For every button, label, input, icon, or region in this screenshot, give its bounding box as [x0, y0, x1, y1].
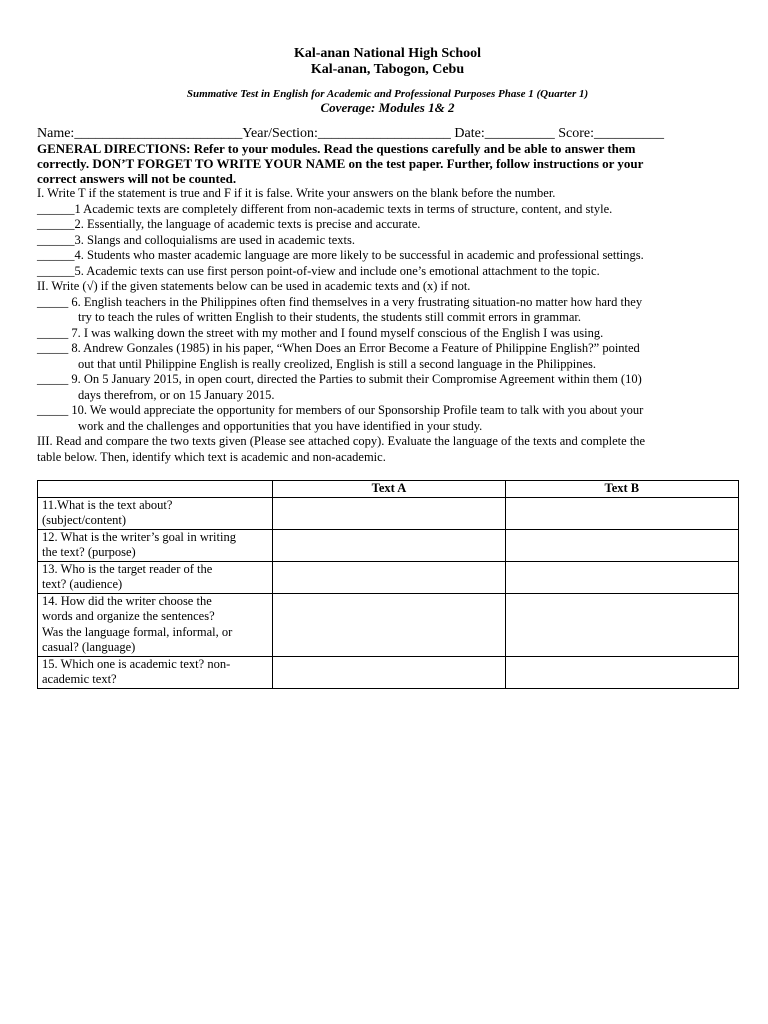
text-a-answer-cell[interactable] — [273, 561, 505, 593]
part2-item[interactable]: _____ 9. On 5 January 2015, in open court, directed the Parties to submit their Compromise Agreement within them (10) — [37, 372, 642, 386]
part2-item[interactable]: _____ 6. English teachers in the Philippines often find themselves in a very frustrating situation-no matter how hard they — [37, 294, 643, 309]
table-row — [38, 497, 739, 529]
text-a-answer-cell[interactable] — [273, 656, 505, 688]
table-row — [38, 593, 739, 656]
directions-line: correct answers will not be counted. — [37, 171, 237, 186]
part-3 — [37, 434, 738, 465]
part2-item[interactable]: _____ 10. We would appreciate the opportunity for members of our Sponsorship Profile team to talk with you about your — [37, 403, 644, 417]
part1-instruction: I. Write T if the statement is true and F if it is false. Write your answers on the blank before the number. — [37, 186, 556, 200]
question-cell — [38, 497, 273, 529]
general-directions — [37, 141, 738, 186]
table-row — [38, 529, 739, 561]
table-header-row — [38, 481, 739, 498]
question-line: text? (audience) — [42, 577, 123, 591]
text-b-answer-cell[interactable] — [505, 656, 738, 688]
text-a-answer-cell[interactable] — [273, 529, 505, 561]
question-cell — [38, 656, 273, 688]
part1-item[interactable]: ______5. Academic texts can use first person point-of-view and include one’s emotional attachment to the topic. — [37, 263, 600, 278]
question-cell — [38, 561, 273, 593]
part1-item[interactable]: ______4. Students who master academic language are more likely to be successful in academic and professional settings. — [37, 248, 644, 262]
comparison-table — [37, 480, 739, 689]
directions-line: GENERAL DIRECTIONS: Refer to your modules. Read the questions carefully and be able to answer them — [37, 141, 636, 156]
school-address: Kal-anan, Tabogon, Cebu — [310, 62, 465, 77]
part2-item[interactable]: _____ 8. Andrew Gonzales (1985) in his paper, “When Does an Error Become a Feature of Philippine English?” pointed — [37, 341, 640, 355]
question-line: Was the language formal, informal, or — [42, 624, 233, 639]
part2-item-cont: try to teach the rules of written English to their students, the students still commit errors in grammar. — [78, 310, 582, 324]
part1-item[interactable]: ______1 Academic texts are completely different from non-academic texts in terms of structure, content, and style. — [37, 201, 613, 216]
part2-item-cont: out that until Philippine English is really creolized, English is still a second language in the Philippines. — [78, 356, 596, 371]
question-line: 11.What is the text about? — [42, 497, 173, 512]
part2-item-cont: work and the challenges and opportunities that you have identified in your study. — [78, 418, 483, 433]
question-line: academic text? — [42, 672, 117, 686]
test-subtitle: Summative Test in English for Academic and Professional Purposes Phase 1 (Quarter 1) — [186, 88, 589, 100]
text-a-answer-cell[interactable] — [273, 593, 505, 656]
text-b-answer-cell[interactable] — [505, 497, 738, 529]
text-a-answer-cell[interactable] — [273, 497, 505, 529]
part2-item[interactable]: _____ 7. I was walking down the street with my mother and I found myself conscious of the English I was using. — [37, 325, 604, 340]
part3-instruction: table below. Then, identify which text is academic and non-academic. — [37, 449, 386, 464]
part1-item[interactable]: ______2. Essentially, the language of academic texts is precise and accurate. — [37, 217, 421, 231]
table-row — [38, 656, 739, 688]
question-line: 15. Which one is academic text? non- — [42, 656, 231, 671]
coverage: Coverage: Modules 1& 2 — [320, 100, 455, 115]
part-1 — [37, 186, 738, 279]
part2-instruction: II. Write (√) if the given statements below can be used in academic texts and (x) if not. — [37, 279, 471, 293]
part-2 — [37, 279, 738, 434]
name-row[interactable]: Name:________________________Year/Section:___________________ Date:__________ Score:__________ — [37, 126, 664, 141]
table-header-text-b: Text B — [505, 481, 738, 498]
text-b-answer-cell[interactable] — [505, 529, 738, 561]
text-b-answer-cell[interactable] — [505, 593, 738, 656]
school-name: Kal-anan National High School — [293, 46, 482, 61]
question-line: 13. Who is the target reader of the — [42, 561, 213, 576]
question-line: the text? (purpose) — [42, 545, 136, 559]
table-header-text-a: Text A — [273, 481, 505, 498]
question-line: casual? (language) — [42, 640, 136, 654]
table-row — [38, 561, 739, 593]
question-cell — [38, 593, 273, 656]
part2-item-cont: days therefrom, or on 15 January 2015. — [78, 387, 275, 402]
part1-item[interactable]: ______3. Slangs and colloquialisms are used in academic texts. — [37, 232, 355, 247]
question-line: 12. What is the writer’s goal in writing — [42, 529, 236, 544]
question-cell — [38, 529, 273, 561]
question-line: words and organize the sentences? — [42, 609, 215, 623]
part3-instruction: III. Read and compare the two texts given (Please see attached copy). Evaluate the language of the texts and complete the — [37, 434, 646, 448]
text-b-answer-cell[interactable] — [505, 561, 738, 593]
table-header-blank — [38, 481, 273, 498]
question-line: (subject/content) — [42, 513, 126, 527]
question-line: 14. How did the writer choose the — [42, 593, 212, 608]
directions-line: correctly. DON’T FORGET TO WRITE YOUR NAME on the test paper. Further, follow instructions or your — [37, 156, 644, 171]
